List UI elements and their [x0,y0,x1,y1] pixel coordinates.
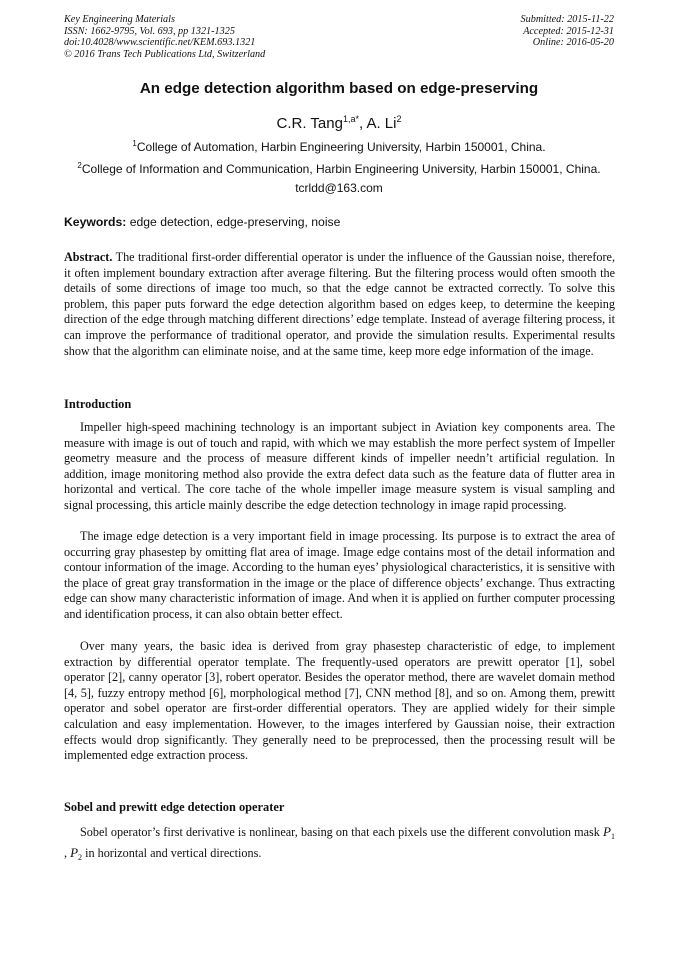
sobel-text-after: in horizontal and vertical directions. [82,845,262,860]
author-2-affiliation-mark: 2 [396,114,402,124]
keywords-label: Keywords: [64,215,127,229]
affiliation-2-number: 2 [77,161,82,170]
submitted-date: Submitted: 2015-11-22 [520,14,614,25]
sobel-text-between: , [64,845,71,860]
affiliation-2-text: College of Information and Communication, Harbin Engineering University, Harbin 150001, China. [81,162,601,176]
doi-line: doi:10.4028/www.scientific.net/KEM.693.1321 [64,37,256,48]
math-var-p2-subscript: 2 [78,852,83,862]
keywords-line [64,215,616,229]
math-var-p1 [603,824,615,839]
math-var-p1-subscript: 1 [611,832,615,841]
affiliation-1-text: College of Automation, Harbin Engineering University, Harbin 150001, China. [136,140,546,154]
affiliation-1-number: 1 [132,139,137,148]
affiliation-2 [0,161,678,176]
author-1-affiliation-mark: 1,a* [342,114,359,124]
affiliation-1 [0,139,678,154]
sobel-paragraph [64,824,615,865]
issn-line: ISSN: 1662-9795, Vol. 693, pp 1321-1325 [64,25,235,37]
abstract-text: The traditional first-order differential operator is under the influence of the Gaussian noise, therefore, it often implement boundary extraction after average filtering. But the filtering process would often smooth the details of some directions of image too much, so that the edge cannot be extracted correctly. To solve this problem, this paper puts forward the edge detection algorithm based on edges keep, to determine the keeping direction of the edge through matching different directions’ edge template. Instead of average filtering process, it can improve the performance of traditional operator, and provide the simulation results. Experimental results show that the algorithm can eliminate noise, and at the same time, keep more edge information of the image. [64,250,615,358]
intro-paragraph-1: Impeller high-speed machining technology is an important subject in Aviation key components area. The measure with image is out of touch and rapid, with which we may establish the more perfect system of Impeller geometry measure and the process of measure different kinds of impeller needn’t artificial regulation. In addition, image monitoring method also provide the extra defect data such as the feature data of flutter area in horizontal and vertical. The core tache of the whole impeller image measure system is visual sampling and signal processing, this article mainly describe the edge detection technology in image rapid processing. [64,420,615,512]
online-date: Online: 2016-05-20 [532,37,614,48]
abstract-label: Abstract. [64,250,113,264]
intro-paragraph-3: Over many years, the basic idea is derived from gray phasestep characteristic of edge, to implement extraction by differential operator template. The frequently-used operators are prewitt operator [1], sobel operator [2], canny operator [3], robert operator. Besides the operator method, there are wavelet domain method [4, 5], fuzzy entropy method [6], morphological method [7], CNN method [8], and so on. Among them, prewitt operator and sobel operator are first-order differential operators. They are applied widely for their simple calculation and easy implementation. However, to the images interfered by Gaussian noise, their extraction effects would drop significantly. They generally need to be preprocessed, then the processing result will be implemented edge extraction process. [64,639,615,763]
intro-paragraph-2: The image edge detection is a very important field in image processing. Its purpose is to extract the area of occurring gray phasestep by omitting flat area of image. Image edge contains most of the detail information and contour information of the image. According to the human eyes’ physiological characteristics, it is sensitive with the place of great gray transformation in the image or the place of difference objects’ exchange. Thus extracting edge can show many characteristic information of image. And when it is applied on further computer processing and identification process, it can also obtain better effect. [64,529,615,621]
copyright-line: © 2016 Trans Tech Publications Ltd, Switzerland [64,48,266,60]
sobel-text-before: Sobel operator’s first derivative is nonlinear, basing on that each pixels use the different convolution mask [80,825,604,839]
author-2: A. Li [366,115,397,132]
math-var-p2-symbol: P [70,844,79,860]
introduction-heading: Introduction [64,397,132,411]
author-1: C.R. Tang [276,115,343,132]
journal-info [64,14,265,60]
journal-name: Key Engineering Materials [64,14,175,25]
author-separator: , [358,115,367,132]
publication-dates [521,14,614,49]
abstract-paragraph [64,250,615,359]
keywords-text: edge detection, edge-preserving, noise [126,215,341,229]
math-var-p1-symbol: P [603,824,611,839]
author-email: tcrldd@163.com [295,181,383,195]
accepted-date: Accepted: 2015-12-31 [523,25,614,37]
paper-title: An edge detection algorithm based on edge-preserving [139,80,539,97]
sobel-section-heading: Sobel and prewitt edge detection operater [64,800,285,814]
math-var-p2 [70,845,82,860]
author-list [0,114,678,132]
